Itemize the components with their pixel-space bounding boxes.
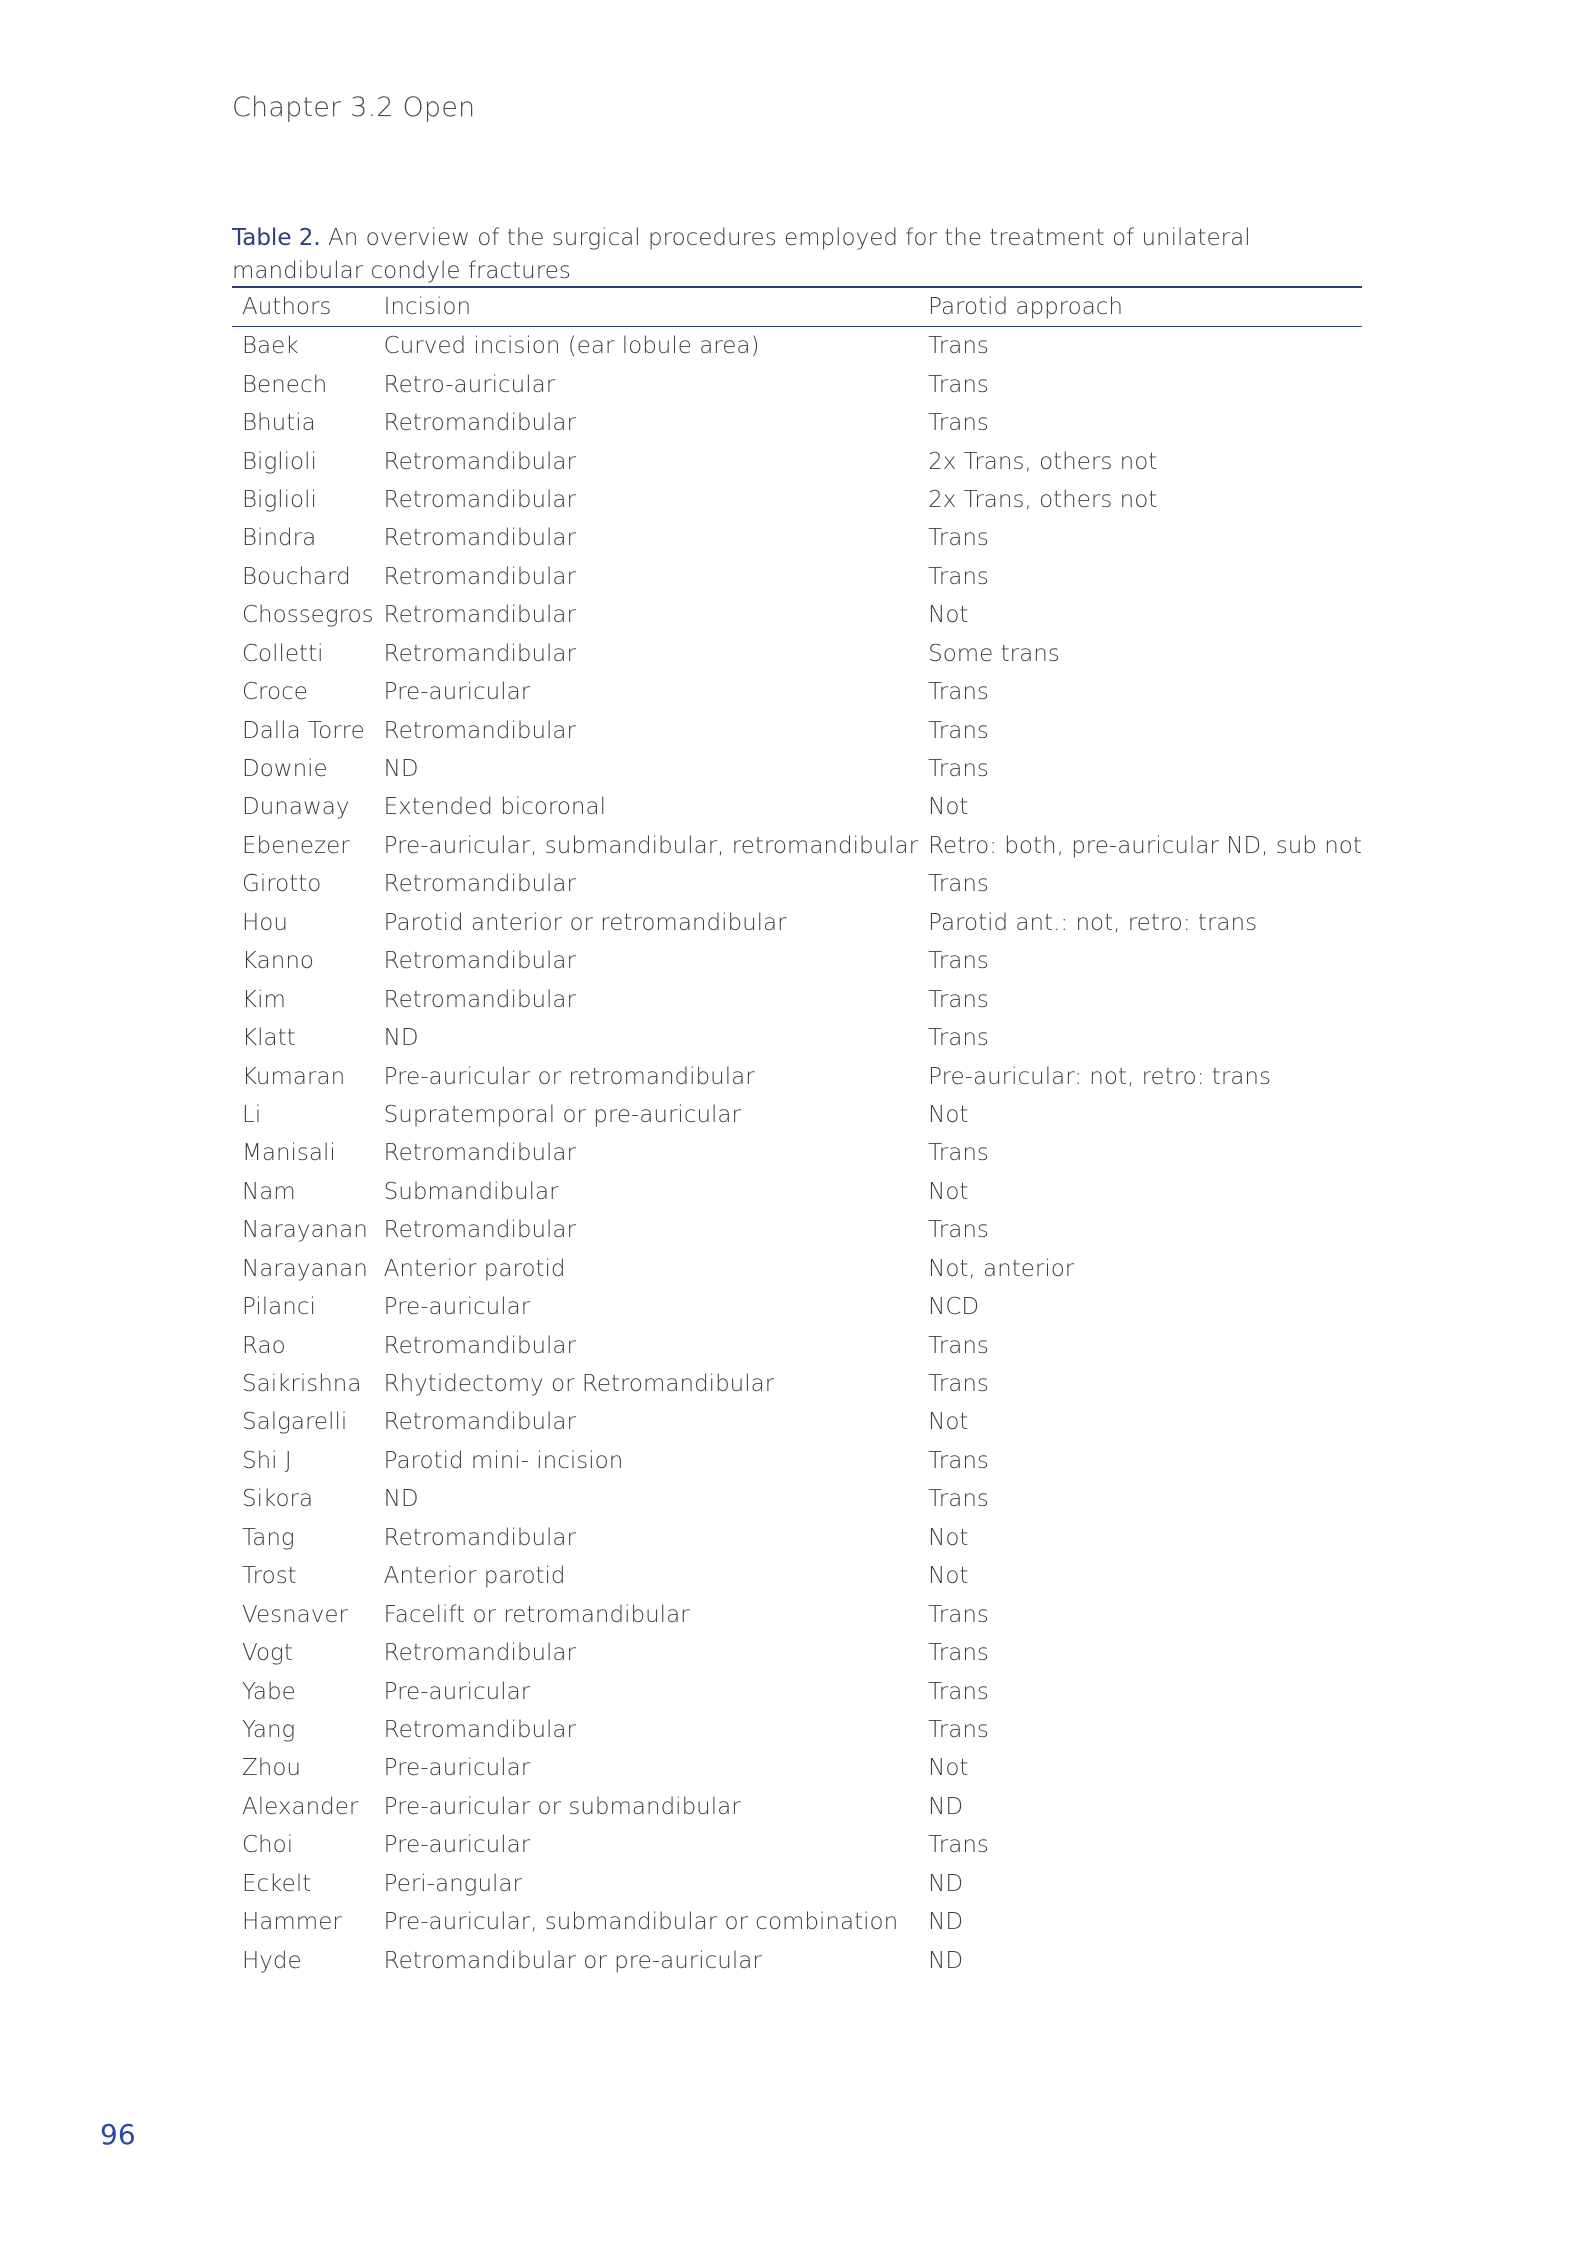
- author-cell: Tang: [242, 1524, 295, 1551]
- author-cell: Hyde: [242, 1947, 302, 1974]
- author-cell: Alexander: [242, 1793, 359, 1820]
- table-row: [232, 1557, 1362, 1595]
- table-row: [232, 1826, 1362, 1864]
- author-cell: Croce: [242, 679, 308, 706]
- parotid-approach-cell: Trans: [928, 1716, 989, 1743]
- table-caption: [232, 222, 1352, 288]
- incision-cell: Pre-auricular or submandibular: [383, 1793, 741, 1820]
- table-row: [232, 942, 1362, 980]
- table-row: [232, 1211, 1362, 1249]
- author-cell: Bhutia: [242, 410, 316, 437]
- author-cell: Bindra: [242, 525, 317, 552]
- incision-cell: Retromandibular: [383, 448, 576, 475]
- author-cell: Rao: [242, 1332, 286, 1359]
- author-cell: Pilanci: [242, 1294, 316, 1321]
- parotid-approach-cell: Not: [928, 602, 969, 629]
- table-row: [232, 1519, 1362, 1557]
- author-cell: Yang: [242, 1716, 296, 1743]
- parotid-approach-cell: Trans: [928, 717, 989, 744]
- parotid-approach-cell: Trans: [928, 1678, 989, 1705]
- parotid-approach-cell: ND: [928, 1793, 964, 1820]
- author-cell: Zhou: [242, 1755, 301, 1782]
- parotid-approach-cell: Some trans: [928, 640, 1060, 667]
- incision-cell: Pre-auricular: [383, 679, 531, 706]
- table-body: [232, 327, 1362, 1980]
- incision-cell: Retromandibular: [383, 1640, 576, 1667]
- incision-cell: Rhytidectomy or Retromandibular: [383, 1371, 775, 1398]
- running-header: Chapter 3.2 Open: [232, 92, 476, 123]
- incision-cell: Retromandibular: [383, 410, 576, 437]
- incision-cell: ND: [383, 756, 419, 783]
- incision-cell: Retromandibular: [383, 1409, 576, 1436]
- table-row: [232, 750, 1362, 788]
- incision-cell: Parotid mini- incision: [383, 1447, 624, 1474]
- author-cell: Vogt: [242, 1640, 293, 1667]
- parotid-approach-cell: NCD: [928, 1294, 980, 1321]
- table-row: [232, 1941, 1362, 1979]
- incision-cell: Retromandibular: [383, 1524, 576, 1551]
- parotid-approach-cell: Not: [928, 1101, 969, 1128]
- author-cell: Choi: [242, 1832, 294, 1859]
- parotid-approach-cell: Trans: [928, 1447, 989, 1474]
- incision-cell: Pre-auricular, submandibular or combination: [383, 1909, 899, 1936]
- author-cell: Li: [242, 1101, 262, 1128]
- incision-cell: Retromandibular: [383, 1332, 576, 1359]
- incision-cell: Retro-auricular: [383, 371, 556, 398]
- table-row: [232, 1288, 1362, 1326]
- parotid-approach-cell: ND: [928, 1870, 964, 1897]
- incision-cell: Retromandibular: [383, 640, 576, 667]
- incision-cell: Pre-auricular: [383, 1755, 531, 1782]
- incision-cell: Retromandibular: [383, 717, 576, 744]
- column-header-authors: Authors: [232, 287, 374, 327]
- table-row: [232, 711, 1362, 749]
- table-row: [232, 1134, 1362, 1172]
- table-row: [232, 442, 1362, 480]
- table-row: [232, 1250, 1362, 1288]
- author-cell: Klatt: [242, 1025, 296, 1052]
- parotid-approach-cell: Retro: both, pre-auricular ND, sub not: [928, 832, 1362, 859]
- author-cell: Kim: [242, 986, 286, 1013]
- table-row: [232, 1595, 1362, 1633]
- author-cell: Biglioli: [242, 486, 317, 513]
- table-row: [232, 1442, 1362, 1480]
- incision-cell: Retromandibular: [383, 871, 576, 898]
- parotid-approach-cell: Trans: [928, 871, 989, 898]
- incision-cell: Supratemporal or pre-auricular: [383, 1101, 741, 1128]
- incision-cell: Peri-angular: [383, 1870, 522, 1897]
- parotid-approach-cell: Parotid ant.: not, retro: trans: [928, 909, 1258, 936]
- table-row: [232, 404, 1362, 442]
- author-cell: Narayanan: [242, 1217, 368, 1244]
- parotid-approach-cell: Trans: [928, 333, 989, 360]
- author-cell: Eckelt: [242, 1870, 312, 1897]
- table-row: [232, 558, 1362, 596]
- table-row: [232, 1711, 1362, 1749]
- incision-cell: Retromandibular: [383, 1716, 576, 1743]
- author-cell: Ebenezer: [242, 832, 350, 859]
- incision-cell: Retromandibular: [383, 486, 576, 513]
- author-cell: Saikrishna: [242, 1371, 362, 1398]
- author-cell: Biglioli: [242, 448, 317, 475]
- table-row: [232, 788, 1362, 826]
- incision-cell: ND: [383, 1486, 419, 1513]
- table-row: [232, 519, 1362, 557]
- column-header-parotid-approach: Parotid approach: [918, 287, 1362, 327]
- author-cell: Vesnaver: [242, 1601, 348, 1628]
- column-header-incision: Incision: [374, 287, 918, 327]
- parotid-approach-cell: ND: [928, 1909, 964, 1936]
- parotid-approach-cell: Trans: [928, 563, 989, 590]
- table-row: [232, 1365, 1362, 1403]
- incision-cell: Submandibular: [383, 1178, 559, 1205]
- table-row: [232, 1057, 1362, 1095]
- parotid-approach-cell: Not: [928, 794, 969, 821]
- incision-cell: Pre-auricular: [383, 1832, 531, 1859]
- parotid-approach-cell: ND: [928, 1947, 964, 1974]
- incision-cell: Pre-auricular: [383, 1294, 531, 1321]
- incision-cell: Retromandibular: [383, 602, 576, 629]
- parotid-approach-cell: Trans: [928, 1332, 989, 1359]
- author-cell: Trost: [242, 1563, 297, 1590]
- table-row: [232, 365, 1362, 403]
- author-cell: Sikora: [242, 1486, 314, 1513]
- author-cell: Dalla Torre: [242, 717, 365, 744]
- author-cell: Girotto: [242, 871, 322, 898]
- table-row: [232, 865, 1362, 903]
- incision-cell: Anterior parotid: [383, 1255, 566, 1282]
- parotid-approach-cell: Trans: [928, 1832, 989, 1859]
- parotid-approach-cell: Trans: [928, 525, 989, 552]
- author-cell: Salgarelli: [242, 1409, 348, 1436]
- parotid-approach-cell: Not: [928, 1178, 969, 1205]
- parotid-approach-cell: Trans: [928, 679, 989, 706]
- table-row: [232, 1403, 1362, 1441]
- parotid-approach-cell: Trans: [928, 986, 989, 1013]
- table-row: [232, 327, 1362, 366]
- incision-cell: Pre-auricular or retromandibular: [383, 1063, 755, 1090]
- table-row: [232, 673, 1362, 711]
- surgical-procedures-table: [232, 286, 1362, 1980]
- incision-cell: Facelift or retromandibular: [383, 1601, 690, 1628]
- author-cell: Downie: [242, 756, 328, 783]
- parotid-approach-cell: 2x Trans, others not: [928, 486, 1158, 513]
- author-cell: Baek: [242, 333, 299, 360]
- parotid-approach-cell: Trans: [928, 1486, 989, 1513]
- incision-cell: Retromandibular: [383, 948, 576, 975]
- table-row: [232, 1326, 1362, 1364]
- table-caption-text: An overview of the surgical procedures employed for the treatment of unilateral mandibular condyle fractures: [232, 225, 1251, 284]
- author-cell: Hammer: [242, 1909, 342, 1936]
- parotid-approach-cell: Not, anterior: [928, 1255, 1075, 1282]
- page-number: 96: [100, 2118, 136, 2151]
- author-cell: Yabe: [242, 1678, 296, 1705]
- incision-cell: Retromandibular: [383, 986, 576, 1013]
- incision-cell: Pre-auricular: [383, 1678, 531, 1705]
- author-cell: Benech: [242, 371, 328, 398]
- parotid-approach-cell: Trans: [928, 1640, 989, 1667]
- author-cell: Bouchard: [242, 563, 351, 590]
- incision-cell: Retromandibular: [383, 1140, 576, 1167]
- parotid-approach-cell: Not: [928, 1755, 969, 1782]
- incision-cell: ND: [383, 1025, 419, 1052]
- table-row: [232, 1019, 1362, 1057]
- table-row: [232, 1634, 1362, 1672]
- table-row: [232, 635, 1362, 673]
- author-cell: Colletti: [242, 640, 324, 667]
- parotid-approach-cell: Trans: [928, 1217, 989, 1244]
- table-row: [232, 1672, 1362, 1710]
- table-row: [232, 596, 1362, 634]
- author-cell: Narayanan: [242, 1255, 368, 1282]
- table-header-row: [232, 287, 1362, 327]
- incision-cell: Extended bicoronal: [383, 794, 606, 821]
- parotid-approach-cell: Trans: [928, 948, 989, 975]
- table-container: [232, 286, 1362, 1980]
- parotid-approach-cell: Trans: [928, 1140, 989, 1167]
- parotid-approach-cell: Trans: [928, 1371, 989, 1398]
- table-row: [232, 827, 1362, 865]
- table-row: [232, 1480, 1362, 1518]
- incision-cell: Retromandibular or pre-auricular: [383, 1947, 762, 1974]
- table-row: [232, 1903, 1362, 1941]
- table-row: [232, 904, 1362, 942]
- author-cell: Manisali: [242, 1140, 336, 1167]
- table-row: [232, 1865, 1362, 1903]
- parotid-approach-cell: Not: [928, 1524, 969, 1551]
- author-cell: Hou: [242, 909, 288, 936]
- table-row: [232, 1173, 1362, 1211]
- parotid-approach-cell: Not: [928, 1563, 969, 1590]
- author-cell: Chossegros: [242, 602, 374, 629]
- parotid-approach-cell: Trans: [928, 1025, 989, 1052]
- incision-cell: Retromandibular: [383, 525, 576, 552]
- incision-cell: Retromandibular: [383, 563, 576, 590]
- author-cell: Shi J: [242, 1447, 292, 1474]
- table-row: [232, 1749, 1362, 1787]
- parotid-approach-cell: 2x Trans, others not: [928, 448, 1158, 475]
- incision-cell: Retromandibular: [383, 1217, 576, 1244]
- parotid-approach-cell: Trans: [928, 1601, 989, 1628]
- table-row: [232, 1096, 1362, 1134]
- incision-cell: Anterior parotid: [383, 1563, 566, 1590]
- author-cell: Dunaway: [242, 794, 350, 821]
- incision-cell: Parotid anterior or retromandibular: [383, 909, 787, 936]
- author-cell: Nam: [242, 1178, 296, 1205]
- parotid-approach-cell: Not: [928, 1409, 969, 1436]
- table-caption-label: Table 2.: [232, 225, 321, 251]
- parotid-approach-cell: Pre-auricular: not, retro: trans: [928, 1063, 1271, 1090]
- author-cell: Kanno: [242, 948, 314, 975]
- parotid-approach-cell: Trans: [928, 756, 989, 783]
- incision-cell: Pre-auricular, submandibular, retromandibular: [383, 832, 919, 859]
- table-row: [232, 980, 1362, 1018]
- parotid-approach-cell: Trans: [928, 371, 989, 398]
- table-row: [232, 481, 1362, 519]
- author-cell: Kumaran: [242, 1063, 346, 1090]
- parotid-approach-cell: Trans: [928, 410, 989, 437]
- incision-cell: Curved incision (ear lobule area): [383, 333, 760, 360]
- table-row: [232, 1788, 1362, 1826]
